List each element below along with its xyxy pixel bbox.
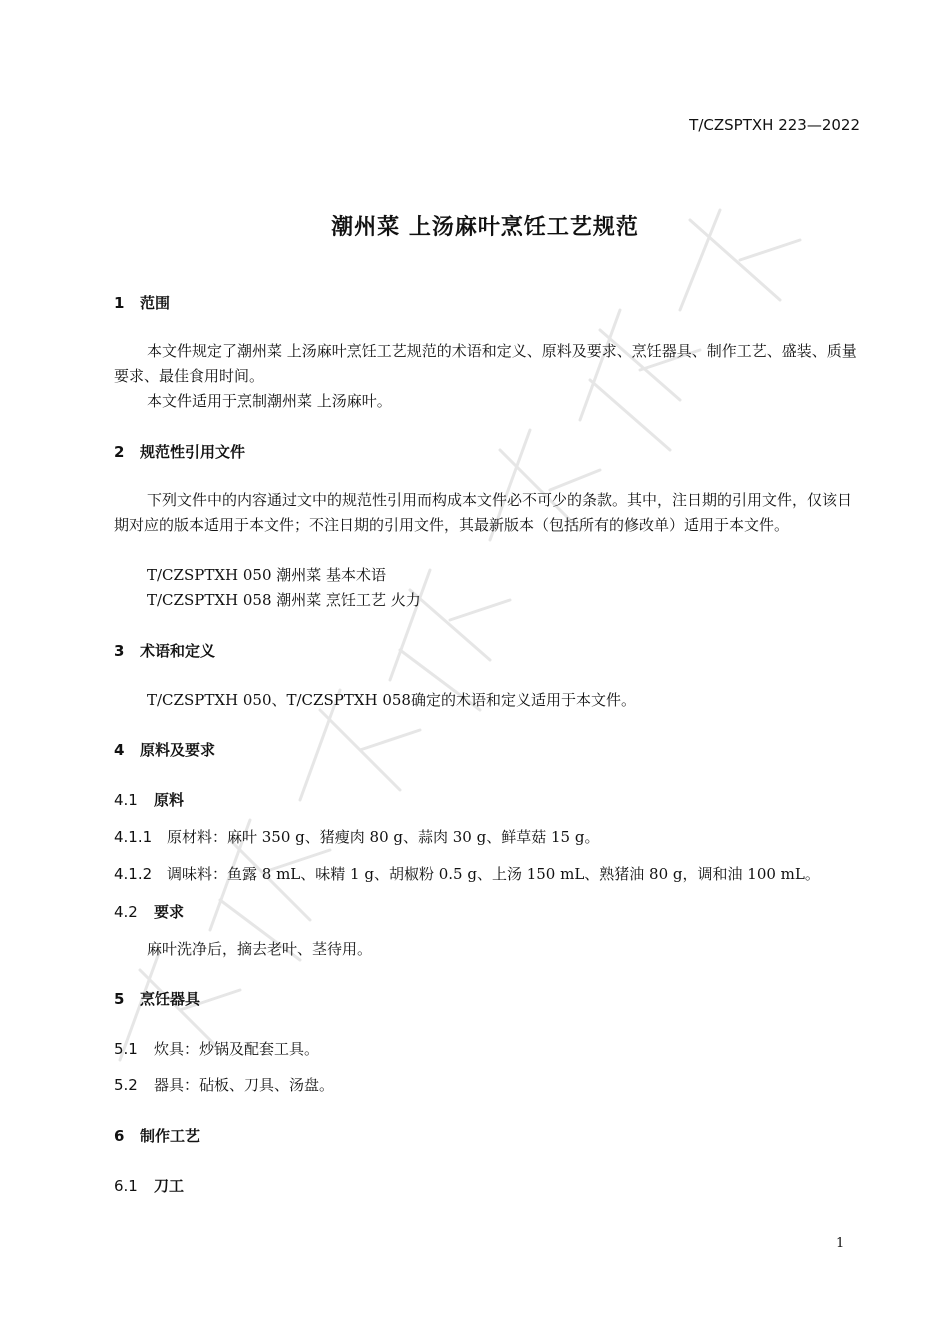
paragraph: 麻叶洗净后，摘去老叶、茎待用。 xyxy=(147,940,373,958)
clause-text: 原材料：麻叶 350 g、猪瘦肉 80 g、蒜肉 30 g、鲜草菇 15 g。 xyxy=(167,828,600,846)
clause-text: 器具：砧板、刀具、汤盘。 xyxy=(154,1076,335,1094)
section-title: 规范性引用文件 xyxy=(140,443,246,461)
section-number: 1 xyxy=(114,294,125,312)
section-number: 2 xyxy=(114,443,125,461)
subsection-heading xyxy=(114,789,184,810)
section-number: 6 xyxy=(114,1127,125,1145)
section-number: 4 xyxy=(114,741,125,759)
normative-reference: T/CZSPTXH 050 潮州菜 基本术语 xyxy=(147,566,387,584)
clause-text: 炊具：炒锅及配套工具。 xyxy=(154,1040,320,1058)
section-title: 原料及要求 xyxy=(140,741,216,759)
subsection-number: 4.2 xyxy=(114,903,138,921)
watermark xyxy=(80,150,880,1270)
section-number: 5 xyxy=(114,990,125,1008)
subsection-title: 原料 xyxy=(154,791,185,809)
clause xyxy=(114,1074,334,1095)
subsection-heading xyxy=(114,901,184,922)
clause-number: 4.1.2 xyxy=(114,865,153,883)
section-heading xyxy=(114,739,215,760)
page-number: 1 xyxy=(836,1236,845,1251)
section-heading xyxy=(114,1125,200,1146)
clause xyxy=(114,826,599,847)
section-title: 制作工艺 xyxy=(140,1127,201,1145)
clause xyxy=(114,863,820,884)
section-heading xyxy=(114,640,215,661)
section-title: 范围 xyxy=(140,294,171,312)
paragraph: 本文件规定了潮州菜 上汤麻叶烹饪工艺规范的术语和定义、原料及要求、烹饪器具、制作工艺、盛装、质量要求、最佳食用时间。 xyxy=(114,342,857,385)
subsection-title: 要求 xyxy=(154,903,185,921)
section-title: 烹饪器具 xyxy=(140,990,201,1008)
subsection-number: 6.1 xyxy=(114,1177,138,1195)
section-heading xyxy=(114,988,200,1009)
clause xyxy=(114,1038,319,1059)
section-heading xyxy=(114,441,245,462)
normative-reference: T/CZSPTXH 058 潮州菜 烹饪工艺 火力 xyxy=(147,591,421,609)
paragraph: T/CZSPTXH 050、T/CZSPTXH 058确定的术语和定义适用于本文件。 xyxy=(147,691,636,709)
clause-text: 调味料：鱼露 8 mL、味精 1 g、胡椒粉 0.5 g、上汤 150 mL、熟猪油 80 g，调和油 100 mL。 xyxy=(167,865,820,883)
subsection-number: 4.1 xyxy=(114,791,138,809)
section-heading xyxy=(114,292,170,313)
paragraph: 本文件适用于烹制潮州菜 上汤麻叶。 xyxy=(147,392,392,410)
subsection-title: 刀工 xyxy=(154,1177,185,1195)
document-title: 潮州菜 上汤麻叶烹饪工艺规范 xyxy=(331,215,639,240)
section-title: 术语和定义 xyxy=(140,642,216,660)
clause-number: 4.1.1 xyxy=(114,828,153,846)
section-number: 3 xyxy=(114,642,125,660)
paragraph: 下列文件中的内容通过文中的规范性引用而构成本文件必不可少的条款。其中，注日期的引用文件，仅该日期对应的版本适用于本文件；不注日期的引用文件，其最新版本（包括所有的修改单）适用于本文件。 xyxy=(114,491,853,534)
subsection-heading xyxy=(114,1175,184,1196)
clause-number: 5.1 xyxy=(114,1040,138,1058)
standard-code: T/CZSPTXH 223—2022 xyxy=(689,116,860,134)
clause-number: 5.2 xyxy=(114,1076,138,1094)
